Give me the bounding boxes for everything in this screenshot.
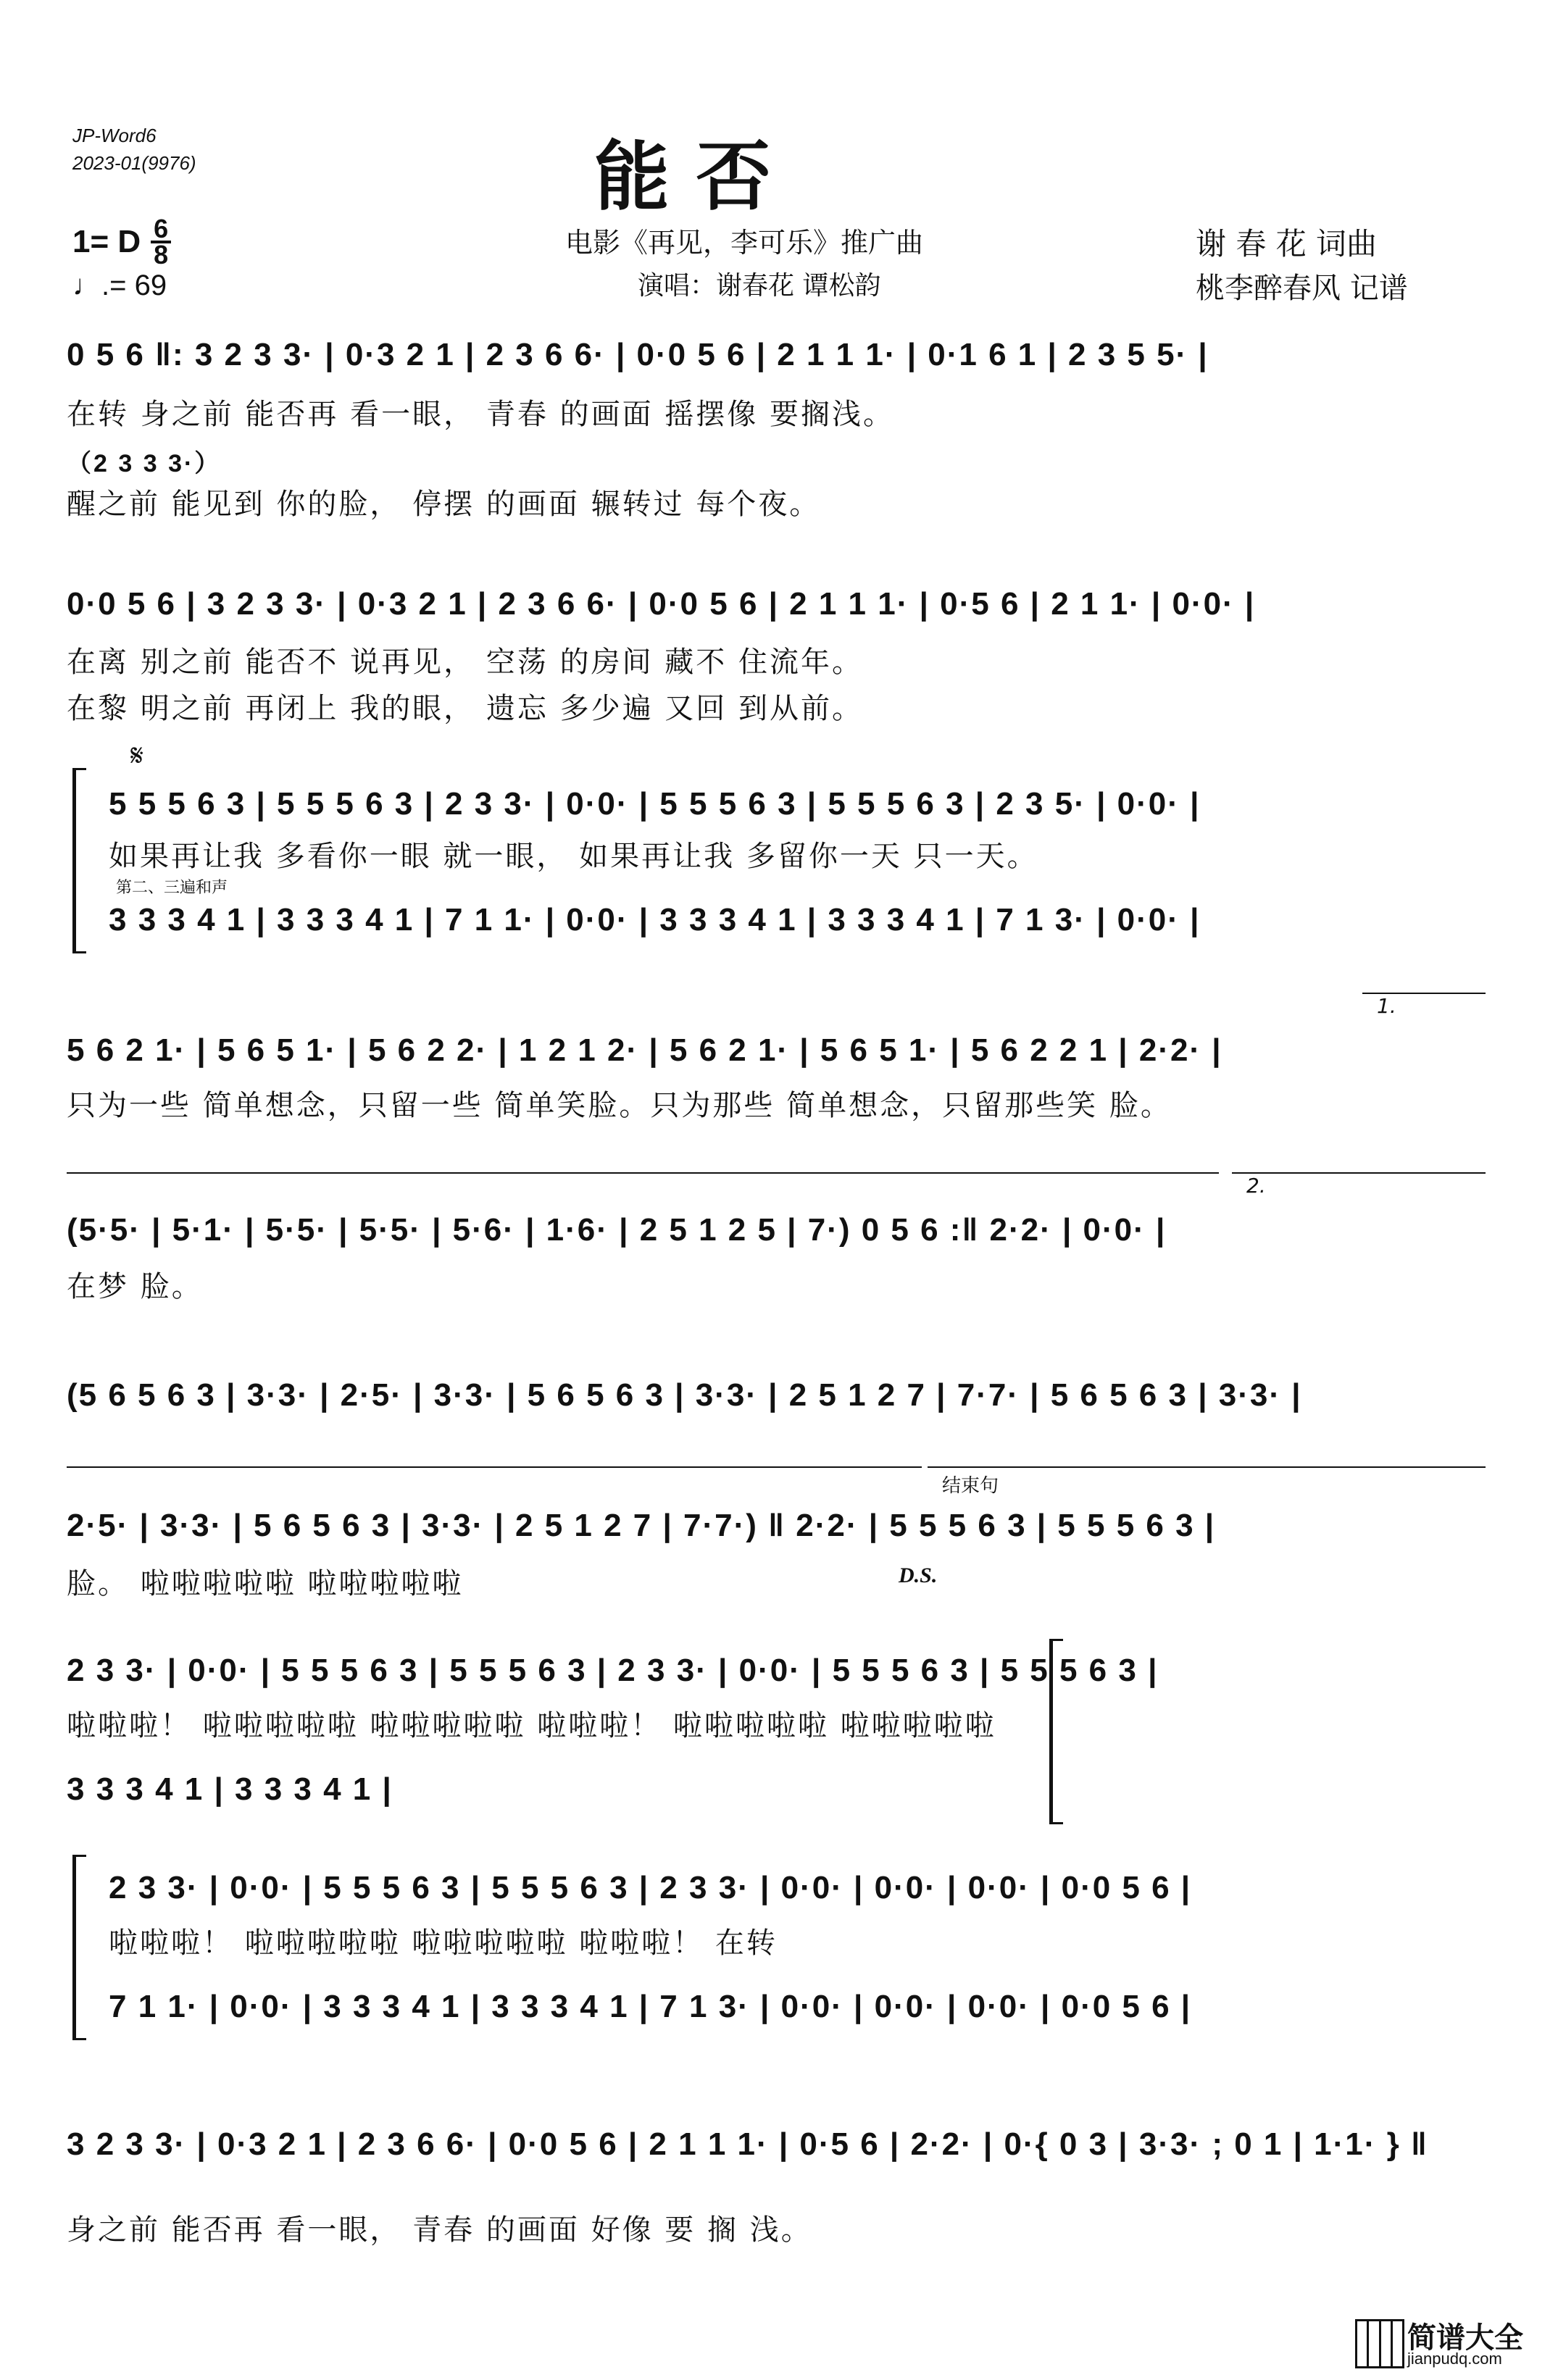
segno-sign: 𝄋 bbox=[130, 738, 144, 773]
volta-2-label: 2. bbox=[1246, 1174, 1266, 1198]
lyrics-row-5: 在梦 脸。 bbox=[67, 1270, 203, 1303]
lyrics-row-8: 啦啦啦！ 啦啦啦啦啦 啦啦啦啦啦 啦啦啦！ 啦啦啦啦啦 啦啦啦啦啦 bbox=[67, 1709, 996, 1742]
lyrics-row-10: 身之前 能否再 看一眼， 青春 的画面 好像 要 搁 浅。 bbox=[67, 2213, 812, 2247]
harmony-note: 第二、三遍和声 bbox=[116, 879, 228, 897]
staff-row-2: 0·0 5 6 | 3 2 3 3· | 0·3 2 1 | 2 3 6 6· | 0·0 5 6 | 2 1 1 1· | 0·5 6 | 2 1 1· | 0·0· | bbox=[67, 586, 1256, 622]
coda-line bbox=[928, 1466, 1486, 1468]
time-signature bbox=[151, 214, 171, 270]
staff-row-3-harmony: 3 3 3 4 1 | 3 3 3 4 1 | 7 1 1· | 0·0· | 3 3 3 4 1 | 3 3 3 4 1 | 7 1 3· | 0·0· | bbox=[109, 902, 1201, 938]
key-signature bbox=[72, 214, 171, 270]
lyrics-row-1-verse-2: 醒之前 能见到 你的脸， 停摆 的画面 辗转过 每个夜。 bbox=[67, 488, 821, 521]
system-bracket-3 bbox=[72, 1855, 86, 2040]
date-code: 2023-01(9976) bbox=[72, 152, 196, 174]
staff-row-1: 0 5 6 ‖: 3 2 3 3· | 0·3 2 1 | 2 3 6 6· | 0·0 5 6 | 2 1 1 1· | 0·1 6 1 | 2 3 5 5· | bbox=[67, 337, 1209, 372]
staff-row-7: 2·5· | 3·3· | 5 6 5 6 3 | 3·3· | 2 5 1 2 7 | 7·7·) ‖ 2·2· | 5 5 5 6 3 | 5 5 5 6 3 | bbox=[67, 1508, 1216, 1543]
staff-row-6: (5 6 5 6 3 | 3·3· | 2·5· | 3·3· | 5 6 5 6 3 | 3·3· | 2 5 1 2 7 | 7·7· | 5 6 5 6 3 | 3·3· | bbox=[67, 1377, 1302, 1413]
time-bottom: 8 bbox=[154, 240, 169, 270]
transcriber-credit: 桃李醉春风 记谱 bbox=[1196, 272, 1408, 305]
logo-name: 简谱大全 bbox=[1407, 2321, 1523, 2355]
lyrics-row-3: 如果再让我 多看你一眼 就一眼， 如果再让我 多留你一天 只一天。 bbox=[109, 840, 1038, 873]
lyrics-row-4: 只为一些 简单想念，只留一些 简单笑脸。只为那些 简单想念，只留那些笑 脸。 bbox=[67, 1089, 1172, 1122]
staff-row-3-melody: 5 5 5 6 3 | 5 5 5 6 3 | 2 3 3· | 0·0· | 5 5 5 6 3 | 5 5 5 6 3 | 2 3 5· | 0·0· | bbox=[109, 786, 1201, 822]
time-top: 6 bbox=[151, 217, 171, 243]
coda-label: 结束句 bbox=[942, 1475, 999, 1497]
volta-2-line bbox=[1232, 1172, 1486, 1174]
software-label: JP-Word6 bbox=[72, 125, 157, 146]
volta-1-label: 1. bbox=[1377, 994, 1396, 1018]
row-7-top-line bbox=[67, 1466, 922, 1468]
lyrics-row-2-verse-1: 在离 别之前 能否不 说再见， 空荡 的房间 藏不 住流年。 bbox=[67, 646, 864, 679]
row-5-top-line bbox=[67, 1172, 1219, 1174]
song-title: 能 否 bbox=[594, 133, 772, 221]
logo-url: jianpudq.com bbox=[1407, 2350, 1502, 2368]
lyrics-row-1-verse-1: 在转 身之前 能否再 看一眼， 青春 的画面 摇摆像 要搁浅。 bbox=[67, 398, 895, 431]
staff-row-9-harmony: 7 1 1· | 0·0· | 3 3 3 4 1 | 3 3 3 4 1 | 7 1 3· | 0·0· | 0·0· | 0·0· | 0·0 5 6 | bbox=[109, 1989, 1192, 2024]
dal-segno-mark: D.S. bbox=[899, 1563, 938, 1587]
key-label: 1= D bbox=[72, 224, 141, 259]
staff-row-4: 5 6 2 1· | 5 6 5 1· | 5 6 2 2· | 1 2 1 2· | 5 6 2 1· | 5 6 5 1· | 5 6 2 2 1 | 2·2· | bbox=[67, 1032, 1222, 1068]
piano-icon bbox=[1355, 2319, 1404, 2368]
lyrics-row-2-verse-2: 在黎 明之前 再闭上 我的眼， 遗忘 多少遍 又回 到从前。 bbox=[67, 692, 864, 725]
film-subtitle: 电影《再见，李可乐》推广曲 bbox=[565, 227, 924, 259]
staff-row-8-harmony: 3 3 3 4 1 | 3 3 3 4 1 | bbox=[67, 1771, 393, 1807]
staff-row-10: 3 2 3 3· | 0·3 2 1 | 2 3 6 6· | 0·0 5 6 | 2 1 1 1· | 0·5 6 | 2·2· | 0·{ 0 3 | 3·3· ; 0 1 | 1·1· } ‖ bbox=[67, 2126, 1428, 2162]
staff-row-9-melody: 2 3 3· | 0·0· | 5 5 5 6 3 | 5 5 5 6 3 | 2 3 3· | 0·0· | 0·0· | 0·0· | 0·0 5 6 | bbox=[109, 1870, 1192, 1905]
lyrics-row-9: 啦啦啦！ 啦啦啦啦啦 啦啦啦啦啦 啦啦啦！ 在转 bbox=[109, 1926, 778, 1960]
staff-row-8: 2 3 3· | 0·0· | 5 5 5 6 3 | 5 5 5 6 3 | 2 3 3· | 0·0· | 5 5 5 6 3 | 5 5 5 6 3 | bbox=[67, 1653, 1159, 1688]
staff-row-5: (5·5· | 5·1· | 5·5· | 5·5· | 5·6· | 1·6· | 2 5 1 2 5 | 7·) 0 5 6 :‖ 2·2· | 0·0· | bbox=[67, 1212, 1167, 1248]
system-bracket-1 bbox=[72, 768, 86, 953]
lyrics-row-1-alt-notes: （2 3 3 3·） bbox=[67, 450, 222, 477]
singers-subtitle: 演唱：谢春花 谭松韵 bbox=[638, 271, 881, 301]
tempo-mark: ♩.= 69 bbox=[72, 270, 167, 301]
lyricist-credit: 谢 春 花 词曲 bbox=[1196, 226, 1378, 262]
lyrics-row-7: 脸。 啦啦啦啦啦 啦啦啦啦啦 bbox=[67, 1567, 464, 1600]
site-logo bbox=[1355, 2315, 1544, 2373]
